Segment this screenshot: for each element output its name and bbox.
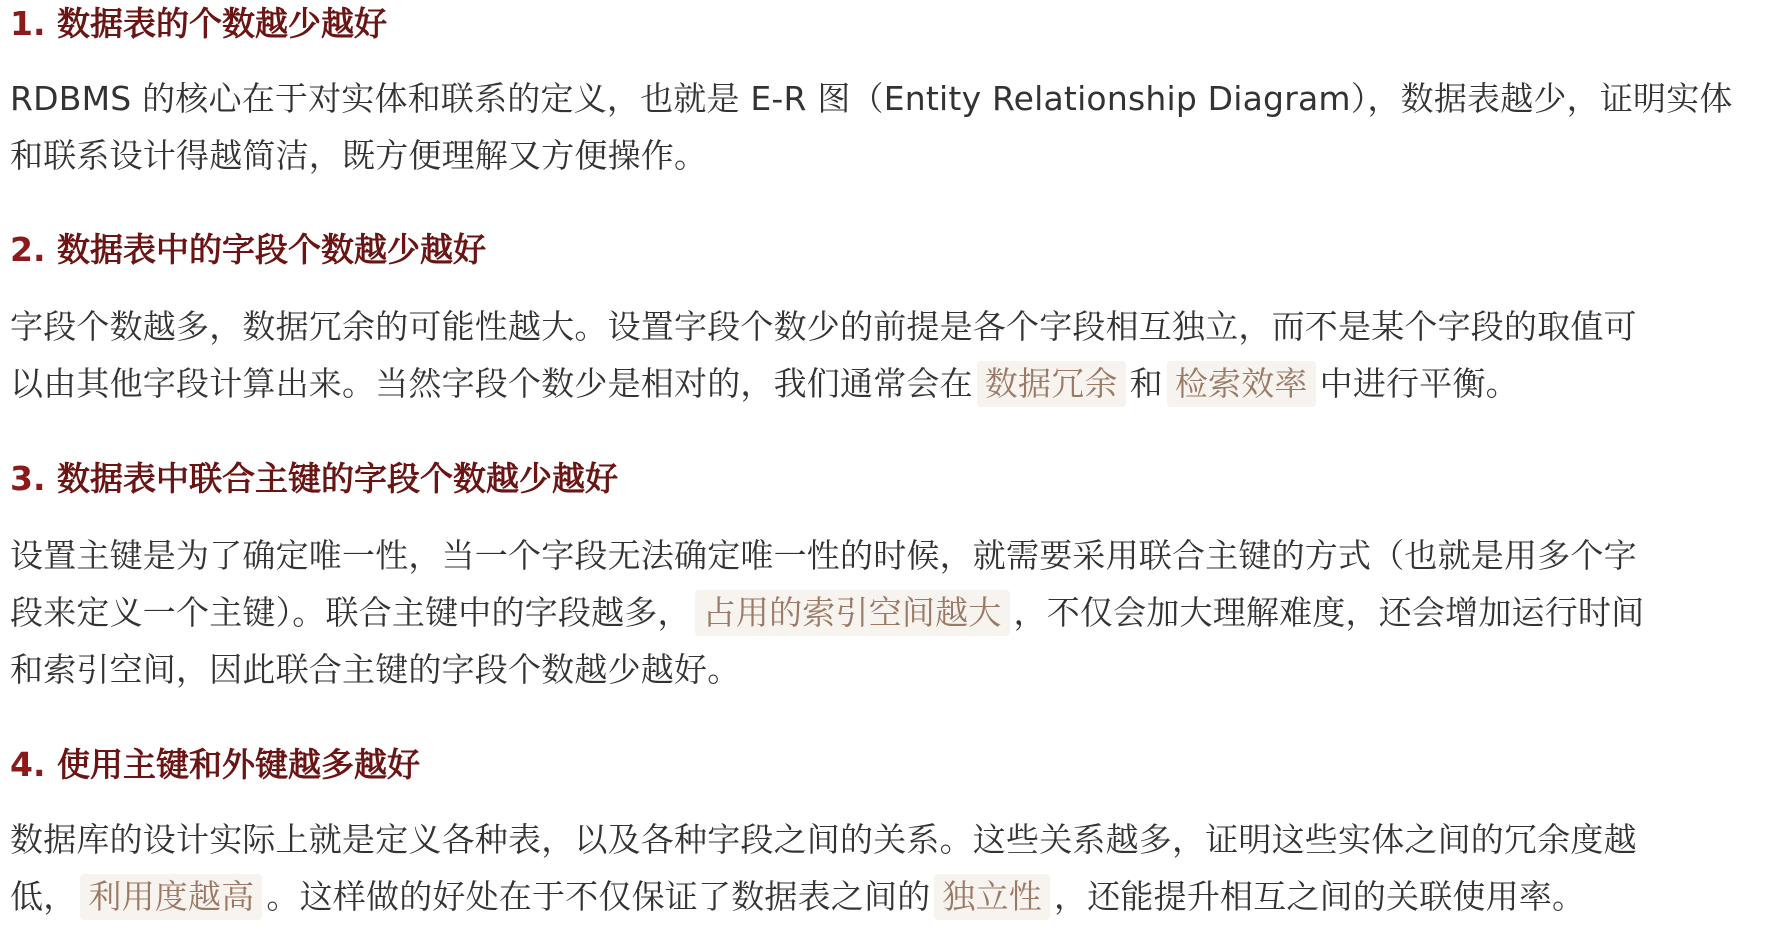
- paragraph-text: ，不仅会加大理解难度，还会增加运行时间: [1013, 593, 1645, 632]
- section-heading: [10, 741, 420, 789]
- paragraph-line: [10, 355, 1637, 412]
- paragraph-line: [10, 70, 1733, 127]
- section-number: 3.: [10, 459, 46, 498]
- section-heading: [10, 0, 387, 48]
- paragraph-text: 低，: [10, 877, 77, 916]
- section-paragraph: [10, 70, 1733, 184]
- paragraph-line: [10, 298, 1637, 355]
- section-paragraph: [10, 527, 1644, 698]
- paragraph-text: 中进行平衡。: [1319, 364, 1519, 403]
- section-number: 1.: [10, 4, 46, 43]
- inline-code-highlight: 独立性: [934, 874, 1050, 920]
- paragraph-text: 数据库的设计实际上就是定义各种表，以及各种字段之间的关系。这些关系越多，证明这些实体之间的冗余度越: [10, 820, 1637, 859]
- paragraph-line: [10, 811, 1637, 868]
- paragraph-line: [10, 641, 1644, 698]
- inline-code-highlight: 占用的索引空间越大: [695, 590, 1010, 636]
- paragraph-text: 以由其他字段计算出来。当然字段个数少是相对的，我们通常会在: [10, 364, 973, 403]
- paragraph-text: RDBMS 的核心在于对实体和联系的定义，也就是 E-R 图（Entity Relationship Diagram），数据表越少，证明实体: [10, 79, 1733, 118]
- paragraph-line: [10, 127, 1733, 184]
- inline-code-highlight: 检索效率: [1167, 361, 1316, 407]
- paragraph-text: 段来定义一个主键）。联合主键中的字段越多，: [10, 593, 691, 632]
- paragraph-line: [10, 868, 1637, 925]
- section-number: 2.: [10, 230, 46, 269]
- paragraph-text: ，还能提升相互之间的关联使用率。: [1054, 877, 1586, 916]
- section-heading: [10, 455, 618, 503]
- section-paragraph: [10, 811, 1637, 925]
- paragraph-text: 和索引空间，因此联合主键的字段个数越少越好。: [10, 650, 741, 689]
- paragraph-text: 设置主键是为了确定唯一性，当一个字段无法确定唯一性的时候，就需要采用联合主键的方式（也就是用多个字: [10, 536, 1637, 575]
- inline-code-highlight: 数据冗余: [977, 361, 1126, 407]
- paragraph-text: 字段个数越多，数据冗余的可能性越大。设置字段个数少的前提是各个字段相互独立，而不是某个字段的取值可: [10, 307, 1637, 346]
- section-number: 4.: [10, 745, 46, 784]
- section-title: 数据表中的字段个数越少越好: [57, 230, 486, 269]
- section-title: 数据表的个数越少越好: [57, 4, 387, 43]
- paragraph-text: 和: [1129, 364, 1163, 403]
- inline-code-highlight: 利用度越高: [80, 874, 262, 920]
- paragraph-text: 。这样做的好处在于不仅保证了数据表之间的: [266, 877, 931, 916]
- paragraph-line: [10, 584, 1644, 641]
- section-heading: [10, 226, 486, 274]
- section-title: 使用主键和外键越多越好: [57, 745, 420, 784]
- paragraph-line: [10, 527, 1644, 584]
- section-paragraph: [10, 298, 1637, 412]
- section-title: 数据表中联合主键的字段个数越少越好: [57, 459, 618, 498]
- paragraph-text: 和联系设计得越简洁，既方便理解又方便操作。: [10, 136, 708, 175]
